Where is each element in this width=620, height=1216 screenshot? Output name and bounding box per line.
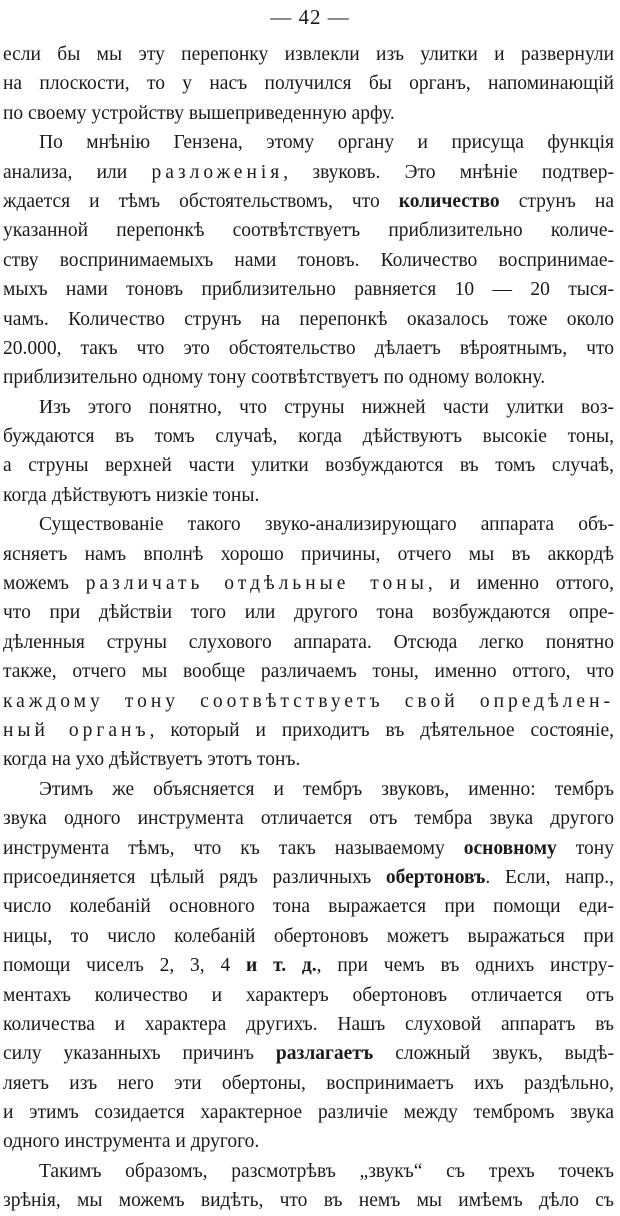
bold-term: количество xyxy=(398,190,500,212)
text-body xyxy=(3,40,614,1216)
text-line: число колебаній основного тона выражается при помощи еди- xyxy=(3,896,614,918)
text-run: , при чемъ въ однихъ инстру- xyxy=(316,955,614,977)
text-line: зрѣнія, мы можемъ видѣть, что въ немъ мы имѣемъ дѣло съ xyxy=(3,1190,614,1212)
text-line: звука одного инструмента отличается отъ тембра звука другого xyxy=(3,808,614,830)
text-line xyxy=(3,158,614,187)
spaced-emphasis: каждому тону соотвѣтствуетъ свой опредѣлен- xyxy=(3,690,614,712)
text-line: количества и характера другихъ. Нашъ слуховой аппаратъ въ xyxy=(3,1013,614,1035)
spaced-emphasis: ный органъ xyxy=(3,719,150,741)
text-run: сложный звукъ, выдѣ- xyxy=(373,1043,614,1065)
text-run: анализа, или xyxy=(3,161,152,183)
text-line: по своему устройству вышеприведенную арфу. xyxy=(3,102,395,124)
text-run: . Если, напр., xyxy=(485,866,614,888)
text-line: приблизительно одному тону соотвѣтствуетъ по одному волокну. xyxy=(3,367,546,389)
text-line: 20.000, такъ что это обстоятельство дѣлаетъ вѣроятнымъ, что xyxy=(3,337,614,359)
text-line: также, отчего мы вообще различаемъ тоны, именно оттого, что xyxy=(3,661,614,683)
text-line: одного инструмента и другого. xyxy=(3,1131,260,1153)
text-line xyxy=(3,834,614,863)
text-line xyxy=(3,569,614,598)
text-line: Этимъ же объясняется и тембръ звуковъ, именно: тембръ xyxy=(39,778,614,800)
bold-term: обертоновъ xyxy=(385,866,486,888)
text-run: присоединяется цѣлый рядъ различныхъ xyxy=(3,866,386,888)
text-line: и этимъ созидается характерное различіе между тембромъ звука xyxy=(3,1102,614,1124)
text-line: По мнѣнію Гензена, этому органу и присуща функція xyxy=(39,132,614,154)
text-run: тону xyxy=(556,837,614,859)
text-line: указанной перепонкѣ соотвѣтствуетъ приблизительно количе- xyxy=(3,220,614,242)
text-line: ментахъ количество и характеръ обертоновъ отличается отъ xyxy=(3,984,614,1006)
spaced-emphasis: разложенія xyxy=(151,161,284,183)
text-line: ясняетъ намъ вполнѣ хорошо причины, отчего мы въ аккордѣ xyxy=(3,543,614,565)
text-line: ству воспринимаемыхъ нами тоновъ. Количество воспринимае- xyxy=(3,249,614,271)
text-run: , который и приходитъ въ дѣятельное состояніе, xyxy=(149,719,614,741)
text-run: , звуковъ. Это мнѣніе подтвер- xyxy=(283,161,614,183)
text-line: чамъ. Количество струнъ на перепонкѣ оказалось тоже около xyxy=(3,308,614,330)
text-line xyxy=(3,687,614,716)
text-line: Существованіе такого звуко-анализирующаго аппарата объ- xyxy=(39,514,614,536)
bold-term: разлагаетъ xyxy=(275,1043,374,1065)
text-line xyxy=(3,863,614,892)
text-line xyxy=(3,716,614,745)
text-line: ницы, то число колебаній обертоновъ можетъ выражаться при xyxy=(3,925,614,947)
text-line: мыхъ нами тоновъ приблизительно равняется 10 — 20 тыся- xyxy=(3,279,614,301)
text-run: можемъ xyxy=(3,573,86,595)
text-run: , и именно оттого, xyxy=(427,573,614,595)
text-line: когда дѣйствуютъ низкіе тоны. xyxy=(3,484,260,506)
text-line: а струны верхней части улитки возбуждаются въ томъ случаѣ, xyxy=(3,455,614,477)
text-line: если бы мы эту перепонку извлекли изъ улитки и развернули xyxy=(3,44,614,65)
spaced-emphasis: различать отдѣльные тоны xyxy=(85,573,428,595)
text-run: ждается и тѣмъ обстоятельствомъ, что xyxy=(3,190,399,212)
text-line: что при дѣйствіи того или другого тона возбуждаются опре- xyxy=(3,602,614,624)
text-line: Изъ этого понятно, что струны нижней части улитки воз- xyxy=(39,396,614,418)
text-line xyxy=(3,1039,614,1068)
text-run: инструмента тѣмъ, что къ такъ называемому xyxy=(3,837,464,859)
text-line: когда на ухо дѣйствуетъ этотъ тонъ. xyxy=(3,749,301,771)
text-run: помощи чиселъ 2, 3, 4 xyxy=(3,955,247,977)
text-run: силу указанныхъ причинъ xyxy=(3,1043,276,1065)
text-line: на плоскости, то у насъ получился бы органъ, напоминающій xyxy=(3,73,614,95)
text-line xyxy=(3,187,614,216)
text-run: струнъ на xyxy=(499,190,614,212)
text-line: ляетъ изъ него эти обертоны, воспринимаетъ ихъ раздѣльно, xyxy=(3,1072,614,1094)
bold-term: и т. д. xyxy=(246,955,317,977)
text-line: буждаются въ томъ случаѣ, когда дѣйствуютъ высокіе тоны, xyxy=(3,426,614,448)
text-line xyxy=(3,951,614,980)
page-number: — 42 — xyxy=(270,5,350,29)
text-line: дѣленныя струны слухового аппарата. Отсюда легко понятно xyxy=(3,631,614,653)
bold-term: основному xyxy=(463,837,557,859)
text-line: Такимъ образомъ, разсмотрѣвъ „звукъ“ съ трехъ точекъ xyxy=(39,1160,614,1182)
